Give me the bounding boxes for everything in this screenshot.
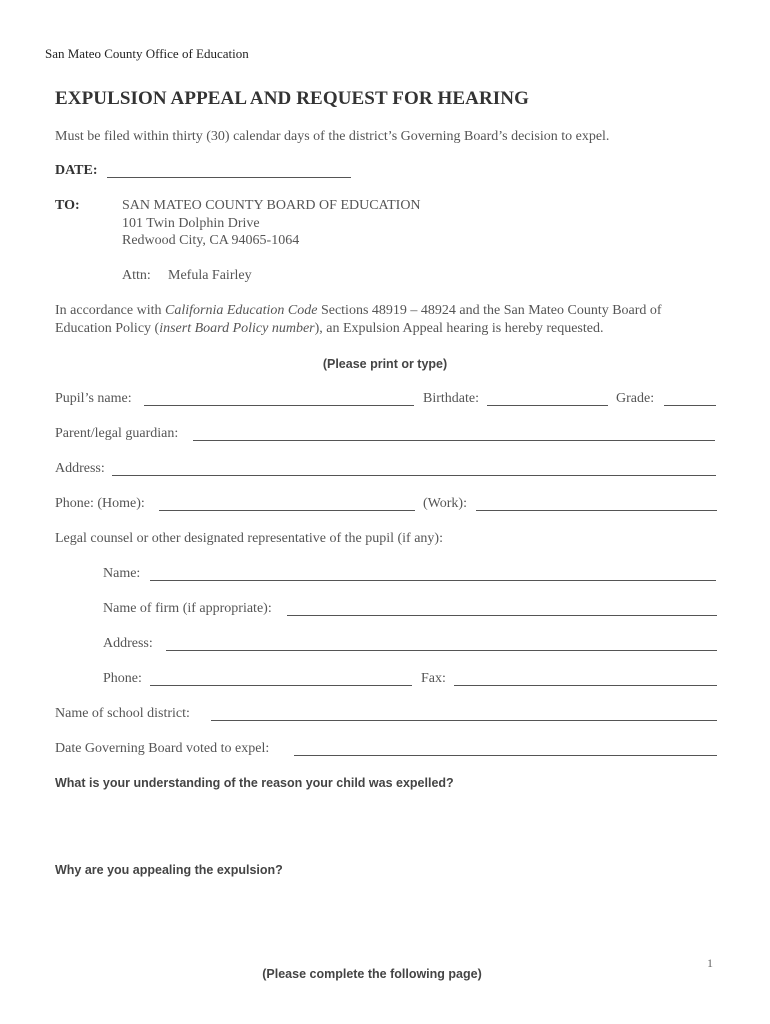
accordance-line2 xyxy=(55,321,603,337)
attn-label: Attn: xyxy=(122,268,151,283)
education-code-name: California Education Code xyxy=(165,303,318,318)
pupil-name-label: Pupil’s name: xyxy=(55,391,132,406)
rep-firm-label: Name of firm (if appropriate): xyxy=(103,601,272,616)
date-label: DATE: xyxy=(55,163,98,178)
to-address-line1: SAN MATEO COUNTY BOARD OF EDUCATION xyxy=(122,198,421,213)
phone-work-field[interactable] xyxy=(476,510,717,511)
rep-name-field[interactable] xyxy=(150,580,716,581)
rep-name-label: Name: xyxy=(103,566,141,581)
parent-guardian-field[interactable] xyxy=(193,440,715,441)
parent-guardian-label: Parent/legal guardian: xyxy=(55,426,179,441)
organization-name: San Mateo County Office of Education xyxy=(45,46,249,61)
form-title: EXPULSION APPEAL AND REQUEST FOR HEARING xyxy=(55,88,529,109)
policy-placeholder: insert Board Policy number xyxy=(159,321,315,336)
reason-expelled-answer-area[interactable] xyxy=(55,798,717,854)
to-label: TO: xyxy=(55,198,80,213)
rep-fax-field[interactable] xyxy=(454,685,717,686)
school-district-label: Name of school district: xyxy=(55,706,190,721)
pupil-name-field[interactable] xyxy=(144,405,414,406)
question-reason-expelled: What is your understanding of the reason your child was expelled? xyxy=(55,776,454,790)
rep-firm-field[interactable] xyxy=(287,615,717,616)
grade-label: Grade: xyxy=(616,391,655,406)
date-voted-label: Date Governing Board voted to expel: xyxy=(55,741,270,756)
why-appealing-answer-area[interactable] xyxy=(55,885,717,945)
birthdate-label: Birthdate: xyxy=(423,391,479,406)
accordance-part3: Education Policy ( xyxy=(55,321,160,336)
to-address-line3: Redwood City, CA 94065-1064 xyxy=(122,233,300,248)
date-voted-field[interactable] xyxy=(294,755,717,756)
address-field[interactable] xyxy=(112,475,716,476)
phone-home-field[interactable] xyxy=(159,510,415,511)
question-why-appealing: Why are you appealing the expulsion? xyxy=(55,863,283,877)
phone-home-label: Phone: (Home): xyxy=(55,496,145,511)
grade-field[interactable] xyxy=(664,405,716,406)
birthdate-field[interactable] xyxy=(487,405,608,406)
rep-phone-label: Phone: xyxy=(103,671,142,686)
rep-fax-label: Fax: xyxy=(421,671,446,686)
deadline-note: Must be filed within thirty (30) calendar days of the district’s Governing Board’s decision to expel. xyxy=(55,129,610,144)
accordance-part2: Sections 48919 – 48924 and the San Mateo County Board of xyxy=(317,303,662,318)
print-note: (Please print or type) xyxy=(322,357,448,371)
accordance-line1 xyxy=(55,303,662,319)
school-district-field[interactable] xyxy=(211,720,717,721)
page-number: 1 xyxy=(707,956,713,970)
to-address-line2: 101 Twin Dolphin Drive xyxy=(122,216,260,231)
rep-phone-field[interactable] xyxy=(150,685,412,686)
date-field[interactable] xyxy=(107,177,351,178)
accordance-part1: In accordance with xyxy=(55,303,165,318)
accordance-part4: ), an Expulsion Appeal hearing is hereby requested. xyxy=(314,321,604,336)
phone-work-label: (Work): xyxy=(423,496,467,511)
address-label: Address: xyxy=(55,461,105,476)
rep-address-field[interactable] xyxy=(166,650,717,651)
attn-name: Mefula Fairley xyxy=(168,268,252,283)
rep-address-label: Address: xyxy=(103,636,153,651)
continue-note: (Please complete the following page) xyxy=(262,967,482,981)
legal-counsel-label: Legal counsel or other designated representative of the pupil (if any): xyxy=(55,531,443,546)
